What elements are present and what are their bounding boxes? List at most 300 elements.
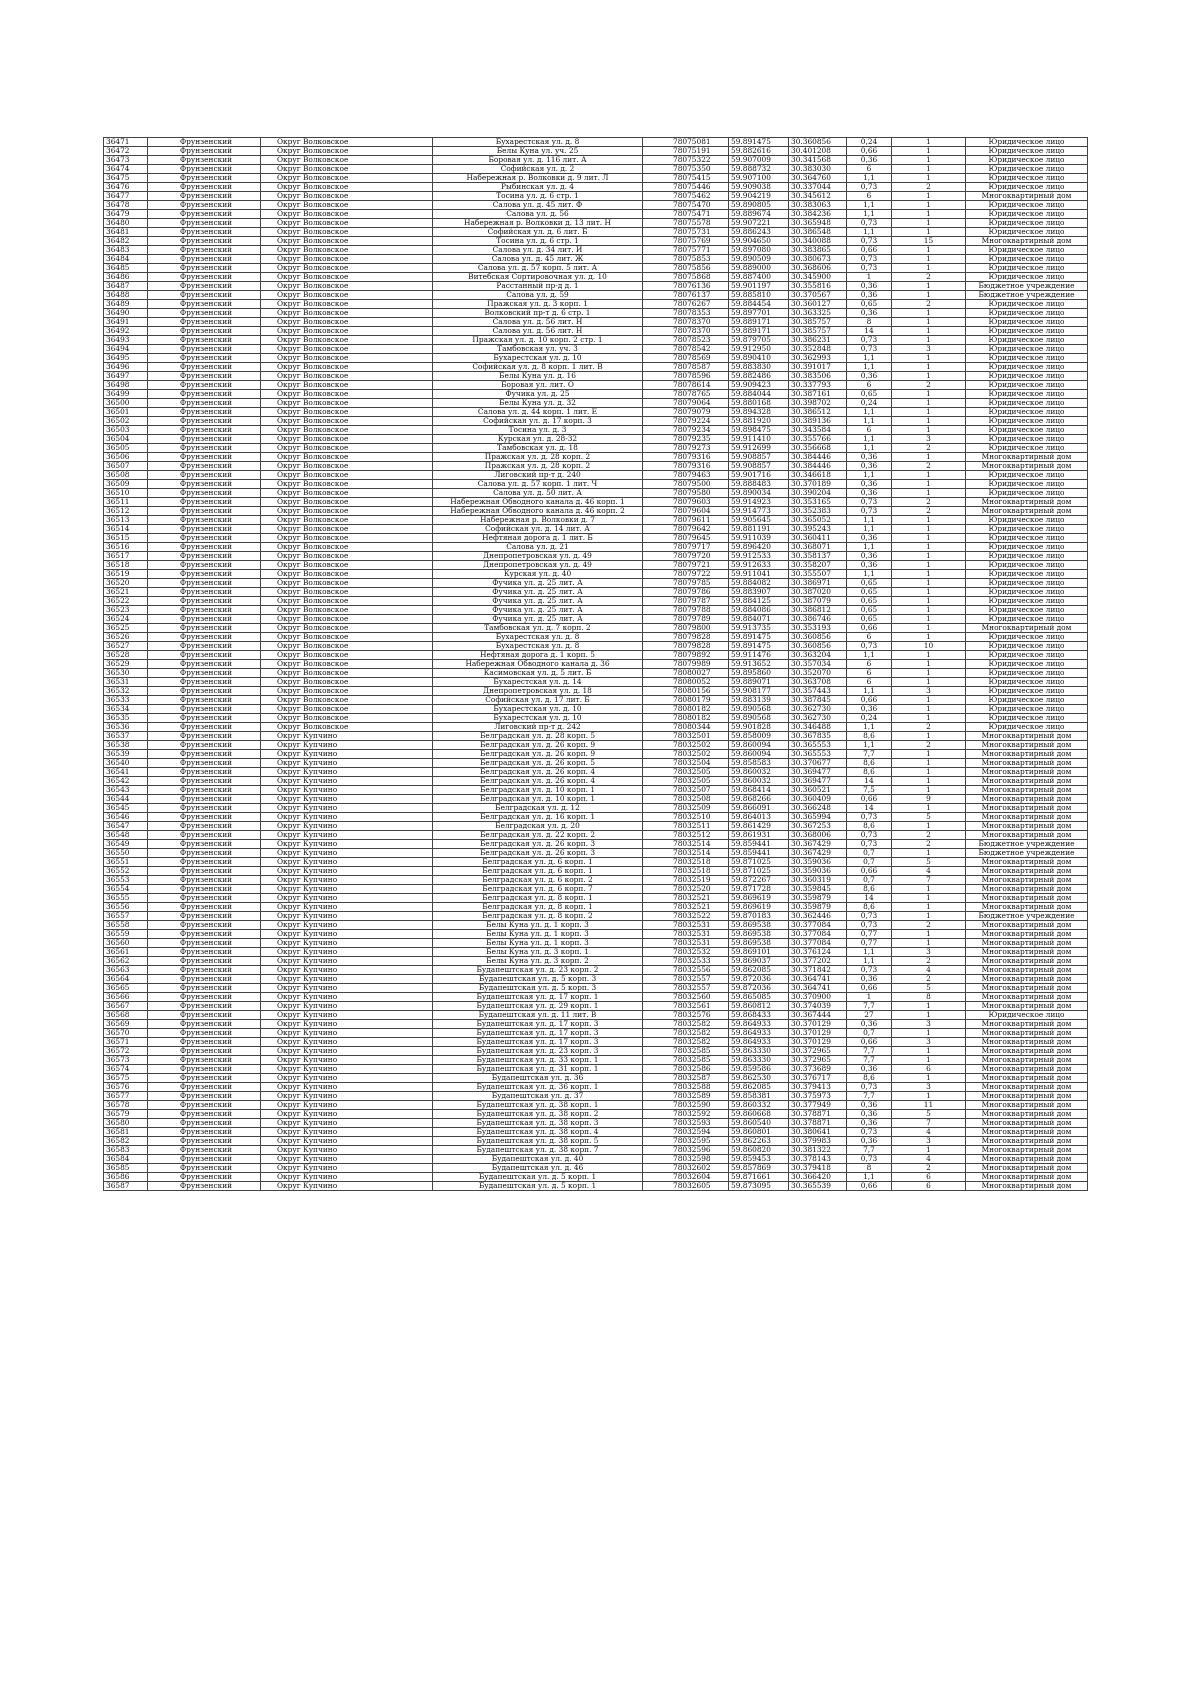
address-cell: Белградская ул. д. 26 корп. 4 [433, 768, 643, 777]
okrug-cell: Округ Волковское [261, 138, 433, 147]
district-cell: Фрунзенский [148, 264, 261, 273]
count-cell: 1 [892, 192, 966, 201]
address-cell: Будапештская ул. д. 38 корп. 2 [433, 1110, 643, 1119]
okrug-cell: Округ Волковское [261, 489, 433, 498]
code-cell: 78079720 [643, 552, 729, 561]
value-cell: 0,36 [847, 462, 892, 471]
row-id-cell: 36478 [104, 201, 148, 210]
address-cell: Белградская ул. д. 8 корп. 1 [433, 903, 643, 912]
district-cell: Фрунзенский [148, 858, 261, 867]
district-cell: Фрунзенский [148, 426, 261, 435]
table-row [104, 1182, 1088, 1191]
value-cell: 8,6 [847, 732, 892, 741]
row-id-cell: 36495 [104, 354, 148, 363]
latitude-cell: 59.901197 [729, 282, 789, 291]
row-id-cell: 36562 [104, 957, 148, 966]
row-id-cell: 36509 [104, 480, 148, 489]
latitude-cell: 59.865085 [729, 993, 789, 1002]
longitude-cell: 30.364741 [789, 975, 847, 984]
type-cell: Многоквартирный дом [966, 1020, 1088, 1029]
value-cell: 7,7 [847, 1092, 892, 1101]
value-cell: 1,1 [847, 525, 892, 534]
district-cell: Фрунзенский [148, 1110, 261, 1119]
district-cell: Фрунзенский [148, 759, 261, 768]
latitude-cell: 59.889071 [729, 678, 789, 687]
district-cell: Фрунзенский [148, 813, 261, 822]
district-cell: Фрунзенский [148, 1038, 261, 1047]
address-cell: Белградская ул. д. 28 корп. 5 [433, 732, 643, 741]
code-cell: 78078587 [643, 363, 729, 372]
district-cell: Фрунзенский [148, 660, 261, 669]
row-id-cell: 36476 [104, 183, 148, 192]
row-id-cell: 36563 [104, 966, 148, 975]
value-cell: 0,73 [847, 255, 892, 264]
latitude-cell: 59.871661 [729, 1173, 789, 1182]
count-cell: 1 [892, 588, 966, 597]
district-cell: Фрунзенский [148, 1002, 261, 1011]
latitude-cell: 59.869538 [729, 930, 789, 939]
longitude-cell: 30.362730 [789, 714, 847, 723]
code-cell: 78078765 [643, 390, 729, 399]
count-cell: 1 [892, 318, 966, 327]
okrug-cell: Округ Купчино [261, 840, 433, 849]
value-cell: 0,36 [847, 1065, 892, 1074]
value-cell: 1,1 [847, 516, 892, 525]
latitude-cell: 59.904219 [729, 192, 789, 201]
type-cell: Юридическое лицо [966, 309, 1088, 318]
latitude-cell: 59.884125 [729, 597, 789, 606]
table-row [104, 534, 1088, 543]
table-row [104, 489, 1088, 498]
latitude-cell: 59.884086 [729, 606, 789, 615]
row-id-cell: 36530 [104, 669, 148, 678]
row-id-cell: 36568 [104, 1011, 148, 1020]
address-cell: Софийская ул. д. 8 корп. 1 лит. В [433, 363, 643, 372]
code-cell: 78032510 [643, 813, 729, 822]
okrug-cell: Округ Волковское [261, 363, 433, 372]
district-cell: Фрунзенский [148, 1011, 261, 1020]
value-cell: 1,1 [847, 723, 892, 732]
okrug-cell: Округ Купчино [261, 1092, 433, 1101]
district-cell: Фрунзенский [148, 318, 261, 327]
okrug-cell: Округ Купчино [261, 795, 433, 804]
district-cell: Фрунзенский [148, 1020, 261, 1029]
okrug-cell: Округ Волковское [261, 390, 433, 399]
count-cell: 3 [892, 1038, 966, 1047]
code-cell: 78075771 [643, 246, 729, 255]
code-cell: 78032502 [643, 741, 729, 750]
type-cell: Юридическое лицо [966, 480, 1088, 489]
okrug-cell: Округ Волковское [261, 345, 433, 354]
value-cell: 0,73 [847, 336, 892, 345]
table-row [104, 831, 1088, 840]
table-row [104, 417, 1088, 426]
district-cell: Фрунзенский [148, 507, 261, 516]
value-cell: 0,36 [847, 453, 892, 462]
table-row [104, 624, 1088, 633]
table-row [104, 543, 1088, 552]
type-cell: Многоквартирный дом [966, 1065, 1088, 1074]
code-cell: 78079789 [643, 615, 729, 624]
table-row [104, 723, 1088, 732]
row-id-cell: 36511 [104, 498, 148, 507]
code-cell: 78080052 [643, 678, 729, 687]
type-cell: Юридическое лицо [966, 336, 1088, 345]
row-id-cell: 36546 [104, 813, 148, 822]
table-row [104, 381, 1088, 390]
count-cell: 1 [892, 165, 966, 174]
latitude-cell: 59.907100 [729, 174, 789, 183]
count-cell: 2 [892, 921, 966, 930]
longitude-cell: 30.377084 [789, 921, 847, 930]
district-cell: Фрунзенский [148, 471, 261, 480]
latitude-cell: 59.871025 [729, 858, 789, 867]
longitude-cell: 30.352070 [789, 669, 847, 678]
latitude-cell: 59.888732 [729, 165, 789, 174]
district-cell: Фрунзенский [148, 255, 261, 264]
okrug-cell: Округ Купчино [261, 1137, 433, 1146]
value-cell: 1,1 [847, 948, 892, 957]
code-cell: 78079892 [643, 651, 729, 660]
okrug-cell: Округ Волковское [261, 615, 433, 624]
address-cell: Фучика ул. д. 25 лит. А [433, 579, 643, 588]
district-cell: Фрунзенский [148, 795, 261, 804]
latitude-cell: 59.913735 [729, 624, 789, 633]
longitude-cell: 30.365948 [789, 219, 847, 228]
table-row [104, 516, 1088, 525]
table-row [104, 1065, 1088, 1074]
latitude-cell: 59.898475 [729, 426, 789, 435]
latitude-cell: 59.869538 [729, 921, 789, 930]
value-cell: 8,6 [847, 885, 892, 894]
code-cell: 78075081 [643, 138, 729, 147]
row-id-cell: 36541 [104, 768, 148, 777]
district-cell: Фрунзенский [148, 327, 261, 336]
count-cell: 1 [892, 606, 966, 615]
address-cell: Бухарестская ул. д. 10 [433, 354, 643, 363]
okrug-cell: Округ Купчино [261, 831, 433, 840]
okrug-cell: Округ Купчино [261, 912, 433, 921]
address-cell: Белы Куна ул. уч. 25 [433, 147, 643, 156]
count-cell: 1 [892, 804, 966, 813]
code-cell: 78079234 [643, 426, 729, 435]
row-id-cell: 36507 [104, 462, 148, 471]
type-cell: Юридическое лицо [966, 381, 1088, 390]
code-cell: 78075769 [643, 237, 729, 246]
code-cell: 78079316 [643, 453, 729, 462]
count-cell: 1 [892, 219, 966, 228]
okrug-cell: Округ Купчино [261, 1155, 433, 1164]
code-cell: 78078596 [643, 372, 729, 381]
type-cell: Юридическое лицо [966, 687, 1088, 696]
table-row [104, 1155, 1088, 1164]
count-cell: 1 [892, 597, 966, 606]
value-cell: 0,65 [847, 390, 892, 399]
latitude-cell: 59.908177 [729, 687, 789, 696]
okrug-cell: Округ Купчино [261, 1074, 433, 1083]
value-cell: 0,73 [847, 219, 892, 228]
table-row [104, 192, 1088, 201]
type-cell: Многоквартирный дом [966, 903, 1088, 912]
row-id-cell: 36477 [104, 192, 148, 201]
table-row [104, 660, 1088, 669]
code-cell: 78079316 [643, 462, 729, 471]
district-cell: Фрунзенский [148, 1083, 261, 1092]
longitude-cell: 30.337044 [789, 183, 847, 192]
okrug-cell: Округ Купчино [261, 1146, 433, 1155]
type-cell: Юридическое лицо [966, 606, 1088, 615]
address-cell: Софийская ул. д. 14 лит. А [433, 525, 643, 534]
code-cell: 78078523 [643, 336, 729, 345]
row-id-cell: 36520 [104, 579, 148, 588]
row-id-cell: 36577 [104, 1092, 148, 1101]
value-cell: 0,73 [847, 1128, 892, 1137]
table-row [104, 435, 1088, 444]
row-id-cell: 36527 [104, 642, 148, 651]
value-cell: 1,1 [847, 363, 892, 372]
value-cell: 0,7 [847, 1029, 892, 1038]
row-id-cell: 36566 [104, 993, 148, 1002]
longitude-cell: 30.352383 [789, 507, 847, 516]
district-cell: Фрунзенский [148, 912, 261, 921]
value-cell: 0,65 [847, 615, 892, 624]
okrug-cell: Округ Купчино [261, 1083, 433, 1092]
address-cell: Рыбинская ул. д. 4 [433, 183, 643, 192]
okrug-cell: Округ Волковское [261, 381, 433, 390]
latitude-cell: 59.884082 [729, 579, 789, 588]
okrug-cell: Округ Волковское [261, 264, 433, 273]
code-cell: 78032505 [643, 768, 729, 777]
code-cell: 78079580 [643, 489, 729, 498]
type-cell: Многоквартирный дом [966, 1047, 1088, 1056]
count-cell: 1 [892, 525, 966, 534]
longitude-cell: 30.376717 [789, 1074, 847, 1083]
latitude-cell: 59.909038 [729, 183, 789, 192]
longitude-cell: 30.387845 [789, 696, 847, 705]
type-cell: Юридическое лицо [966, 201, 1088, 210]
okrug-cell: Округ Купчино [261, 1011, 433, 1020]
latitude-cell: 59.883830 [729, 363, 789, 372]
code-cell: 78032502 [643, 750, 729, 759]
longitude-cell: 30.359036 [789, 867, 847, 876]
longitude-cell: 30.367444 [789, 1011, 847, 1020]
okrug-cell: Округ Купчино [261, 939, 433, 948]
address-cell: Бухарестская ул. д. 8 [433, 642, 643, 651]
row-id-cell: 36522 [104, 597, 148, 606]
longitude-cell: 30.363204 [789, 651, 847, 660]
type-cell: Многоквартирный дом [966, 939, 1088, 948]
okrug-cell: Округ Купчино [261, 984, 433, 993]
count-cell: 1 [892, 1056, 966, 1065]
latitude-cell: 59.885810 [729, 291, 789, 300]
code-cell: 78032522 [643, 912, 729, 921]
type-cell: Юридическое лицо [966, 210, 1088, 219]
address-cell: Фучика ул. д. 25 лит. А [433, 615, 643, 624]
count-cell: 1 [892, 201, 966, 210]
table-row [104, 822, 1088, 831]
table-row [104, 1164, 1088, 1173]
okrug-cell: Округ Купчино [261, 894, 433, 903]
type-cell: Юридическое лицо [966, 714, 1088, 723]
address-cell: Белградская ул. д. 10 корп. 1 [433, 795, 643, 804]
value-cell: 0,36 [847, 156, 892, 165]
row-id-cell: 36564 [104, 975, 148, 984]
type-cell: Бюджетное учреждение [966, 849, 1088, 858]
code-cell: 78080027 [643, 669, 729, 678]
table-row [104, 1173, 1088, 1182]
code-cell: 78032593 [643, 1119, 729, 1128]
address-cell: Набережная р. Волковки д. 9 лит. Л [433, 174, 643, 183]
value-cell: 7,7 [847, 1047, 892, 1056]
count-cell: 1 [892, 543, 966, 552]
value-cell: 6 [847, 381, 892, 390]
table-row [104, 732, 1088, 741]
district-cell: Фрунзенский [148, 579, 261, 588]
address-cell: Софийская ул. д. 17 лит. Б [433, 696, 643, 705]
address-cell: Будапештская ул. д. 17 корп. 3 [433, 1029, 643, 1038]
district-cell: Фрунзенский [148, 372, 261, 381]
code-cell: 78032582 [643, 1029, 729, 1038]
code-cell: 78032602 [643, 1164, 729, 1173]
code-cell: 78080182 [643, 714, 729, 723]
latitude-cell: 59.890568 [729, 714, 789, 723]
longitude-cell: 30.391017 [789, 363, 847, 372]
longitude-cell: 30.384236 [789, 210, 847, 219]
table-row [104, 579, 1088, 588]
count-cell: 2 [892, 498, 966, 507]
longitude-cell: 30.379418 [789, 1164, 847, 1173]
latitude-cell: 59.907221 [729, 219, 789, 228]
count-cell: 4 [892, 966, 966, 975]
district-cell: Фрунзенский [148, 840, 261, 849]
address-cell: Будапештская ул. д. 46 [433, 1164, 643, 1173]
count-cell: 8 [892, 993, 966, 1002]
latitude-cell: 59.858009 [729, 732, 789, 741]
latitude-cell: 59.909423 [729, 381, 789, 390]
longitude-cell: 30.341568 [789, 156, 847, 165]
okrug-cell: Округ Волковское [261, 543, 433, 552]
address-cell: Белградская ул. д. 6 корп. 1 [433, 858, 643, 867]
count-cell: 1 [892, 246, 966, 255]
district-cell: Фрунзенский [148, 1029, 261, 1038]
okrug-cell: Округ Волковское [261, 696, 433, 705]
okrug-cell: Округ Волковское [261, 534, 433, 543]
longitude-cell: 30.364760 [789, 174, 847, 183]
value-cell: 8,6 [847, 822, 892, 831]
row-id-cell: 36494 [104, 345, 148, 354]
district-cell: Фрунзенский [148, 588, 261, 597]
district-cell: Фрунзенский [148, 696, 261, 705]
address-cell: Салова ул. д. 45 лит. Ж [433, 255, 643, 264]
district-cell: Фрунзенский [148, 201, 261, 210]
value-cell: 0,24 [847, 714, 892, 723]
count-cell: 1 [892, 939, 966, 948]
table-row [104, 948, 1088, 957]
latitude-cell: 59.888483 [729, 480, 789, 489]
value-cell: 0,36 [847, 489, 892, 498]
okrug-cell: Округ Купчино [261, 957, 433, 966]
longitude-cell: 30.371842 [789, 966, 847, 975]
value-cell: 7,7 [847, 1146, 892, 1155]
type-cell: Многоквартирный дом [966, 192, 1088, 201]
okrug-cell: Округ Волковское [261, 498, 433, 507]
count-cell: 2 [892, 840, 966, 849]
type-cell: Юридическое лицо [966, 408, 1088, 417]
count-cell: 7 [892, 876, 966, 885]
row-id-cell: 36581 [104, 1128, 148, 1137]
okrug-cell: Округ Купчино [261, 1128, 433, 1137]
address-cell: Белградская ул. д. 26 корп. 5 [433, 759, 643, 768]
latitude-cell: 59.868414 [729, 786, 789, 795]
row-id-cell: 36519 [104, 570, 148, 579]
value-cell: 8,6 [847, 768, 892, 777]
table-body [104, 138, 1088, 1191]
okrug-cell: Округ Волковское [261, 669, 433, 678]
code-cell: 78032505 [643, 777, 729, 786]
address-cell: Пражская ул. д. 28 корп. 2 [433, 453, 643, 462]
table-row [104, 606, 1088, 615]
type-cell: Многоквартирный дом [966, 1110, 1088, 1119]
latitude-cell: 59.860540 [729, 1119, 789, 1128]
code-cell: 78032585 [643, 1047, 729, 1056]
code-cell: 78032512 [643, 831, 729, 840]
longitude-cell: 30.366420 [789, 1173, 847, 1182]
code-cell: 78075462 [643, 192, 729, 201]
okrug-cell: Округ Купчино [261, 786, 433, 795]
address-cell: Днепропетровская ул. д. 18 [433, 687, 643, 696]
longitude-cell: 30.389136 [789, 417, 847, 426]
row-id-cell: 36570 [104, 1029, 148, 1038]
longitude-cell: 30.398702 [789, 399, 847, 408]
type-cell: Юридическое лицо [966, 219, 1088, 228]
okrug-cell: Округ Купчино [261, 867, 433, 876]
district-cell: Фрунзенский [148, 975, 261, 984]
longitude-cell: 30.372965 [789, 1047, 847, 1056]
okrug-cell: Округ Купчино [261, 1182, 433, 1191]
address-cell: Будапештская ул. д. 5 корп. 3 [433, 984, 643, 993]
longitude-cell: 30.359036 [789, 858, 847, 867]
code-cell: 78079785 [643, 579, 729, 588]
type-cell: Юридическое лицо [966, 525, 1088, 534]
row-id-cell: 36498 [104, 381, 148, 390]
okrug-cell: Округ Волковское [261, 687, 433, 696]
code-cell: 78032533 [643, 957, 729, 966]
longitude-cell: 30.370189 [789, 480, 847, 489]
row-id-cell: 36575 [104, 1074, 148, 1083]
table-row [104, 1002, 1088, 1011]
longitude-cell: 30.401208 [789, 147, 847, 156]
type-cell: Многоквартирный дом [966, 1182, 1088, 1191]
count-cell: 1 [892, 363, 966, 372]
count-cell: 3 [892, 948, 966, 957]
row-id-cell: 36505 [104, 444, 148, 453]
table-row [104, 1038, 1088, 1047]
table-row [104, 930, 1088, 939]
district-cell: Фрунзенский [148, 804, 261, 813]
district-cell: Фрунзенский [148, 867, 261, 876]
count-cell: 1 [892, 291, 966, 300]
longitude-cell: 30.370129 [789, 1038, 847, 1047]
type-cell: Юридическое лицо [966, 246, 1088, 255]
type-cell: Многоквартирный дом [966, 786, 1088, 795]
code-cell: 78032595 [643, 1137, 729, 1146]
address-cell: Будапештская ул. д. 11 лит. В [433, 1011, 643, 1020]
district-cell: Фрунзенский [148, 768, 261, 777]
row-id-cell: 36499 [104, 390, 148, 399]
value-cell: 0,36 [847, 1101, 892, 1110]
value-cell: 7,5 [847, 786, 892, 795]
row-id-cell: 36585 [104, 1164, 148, 1173]
